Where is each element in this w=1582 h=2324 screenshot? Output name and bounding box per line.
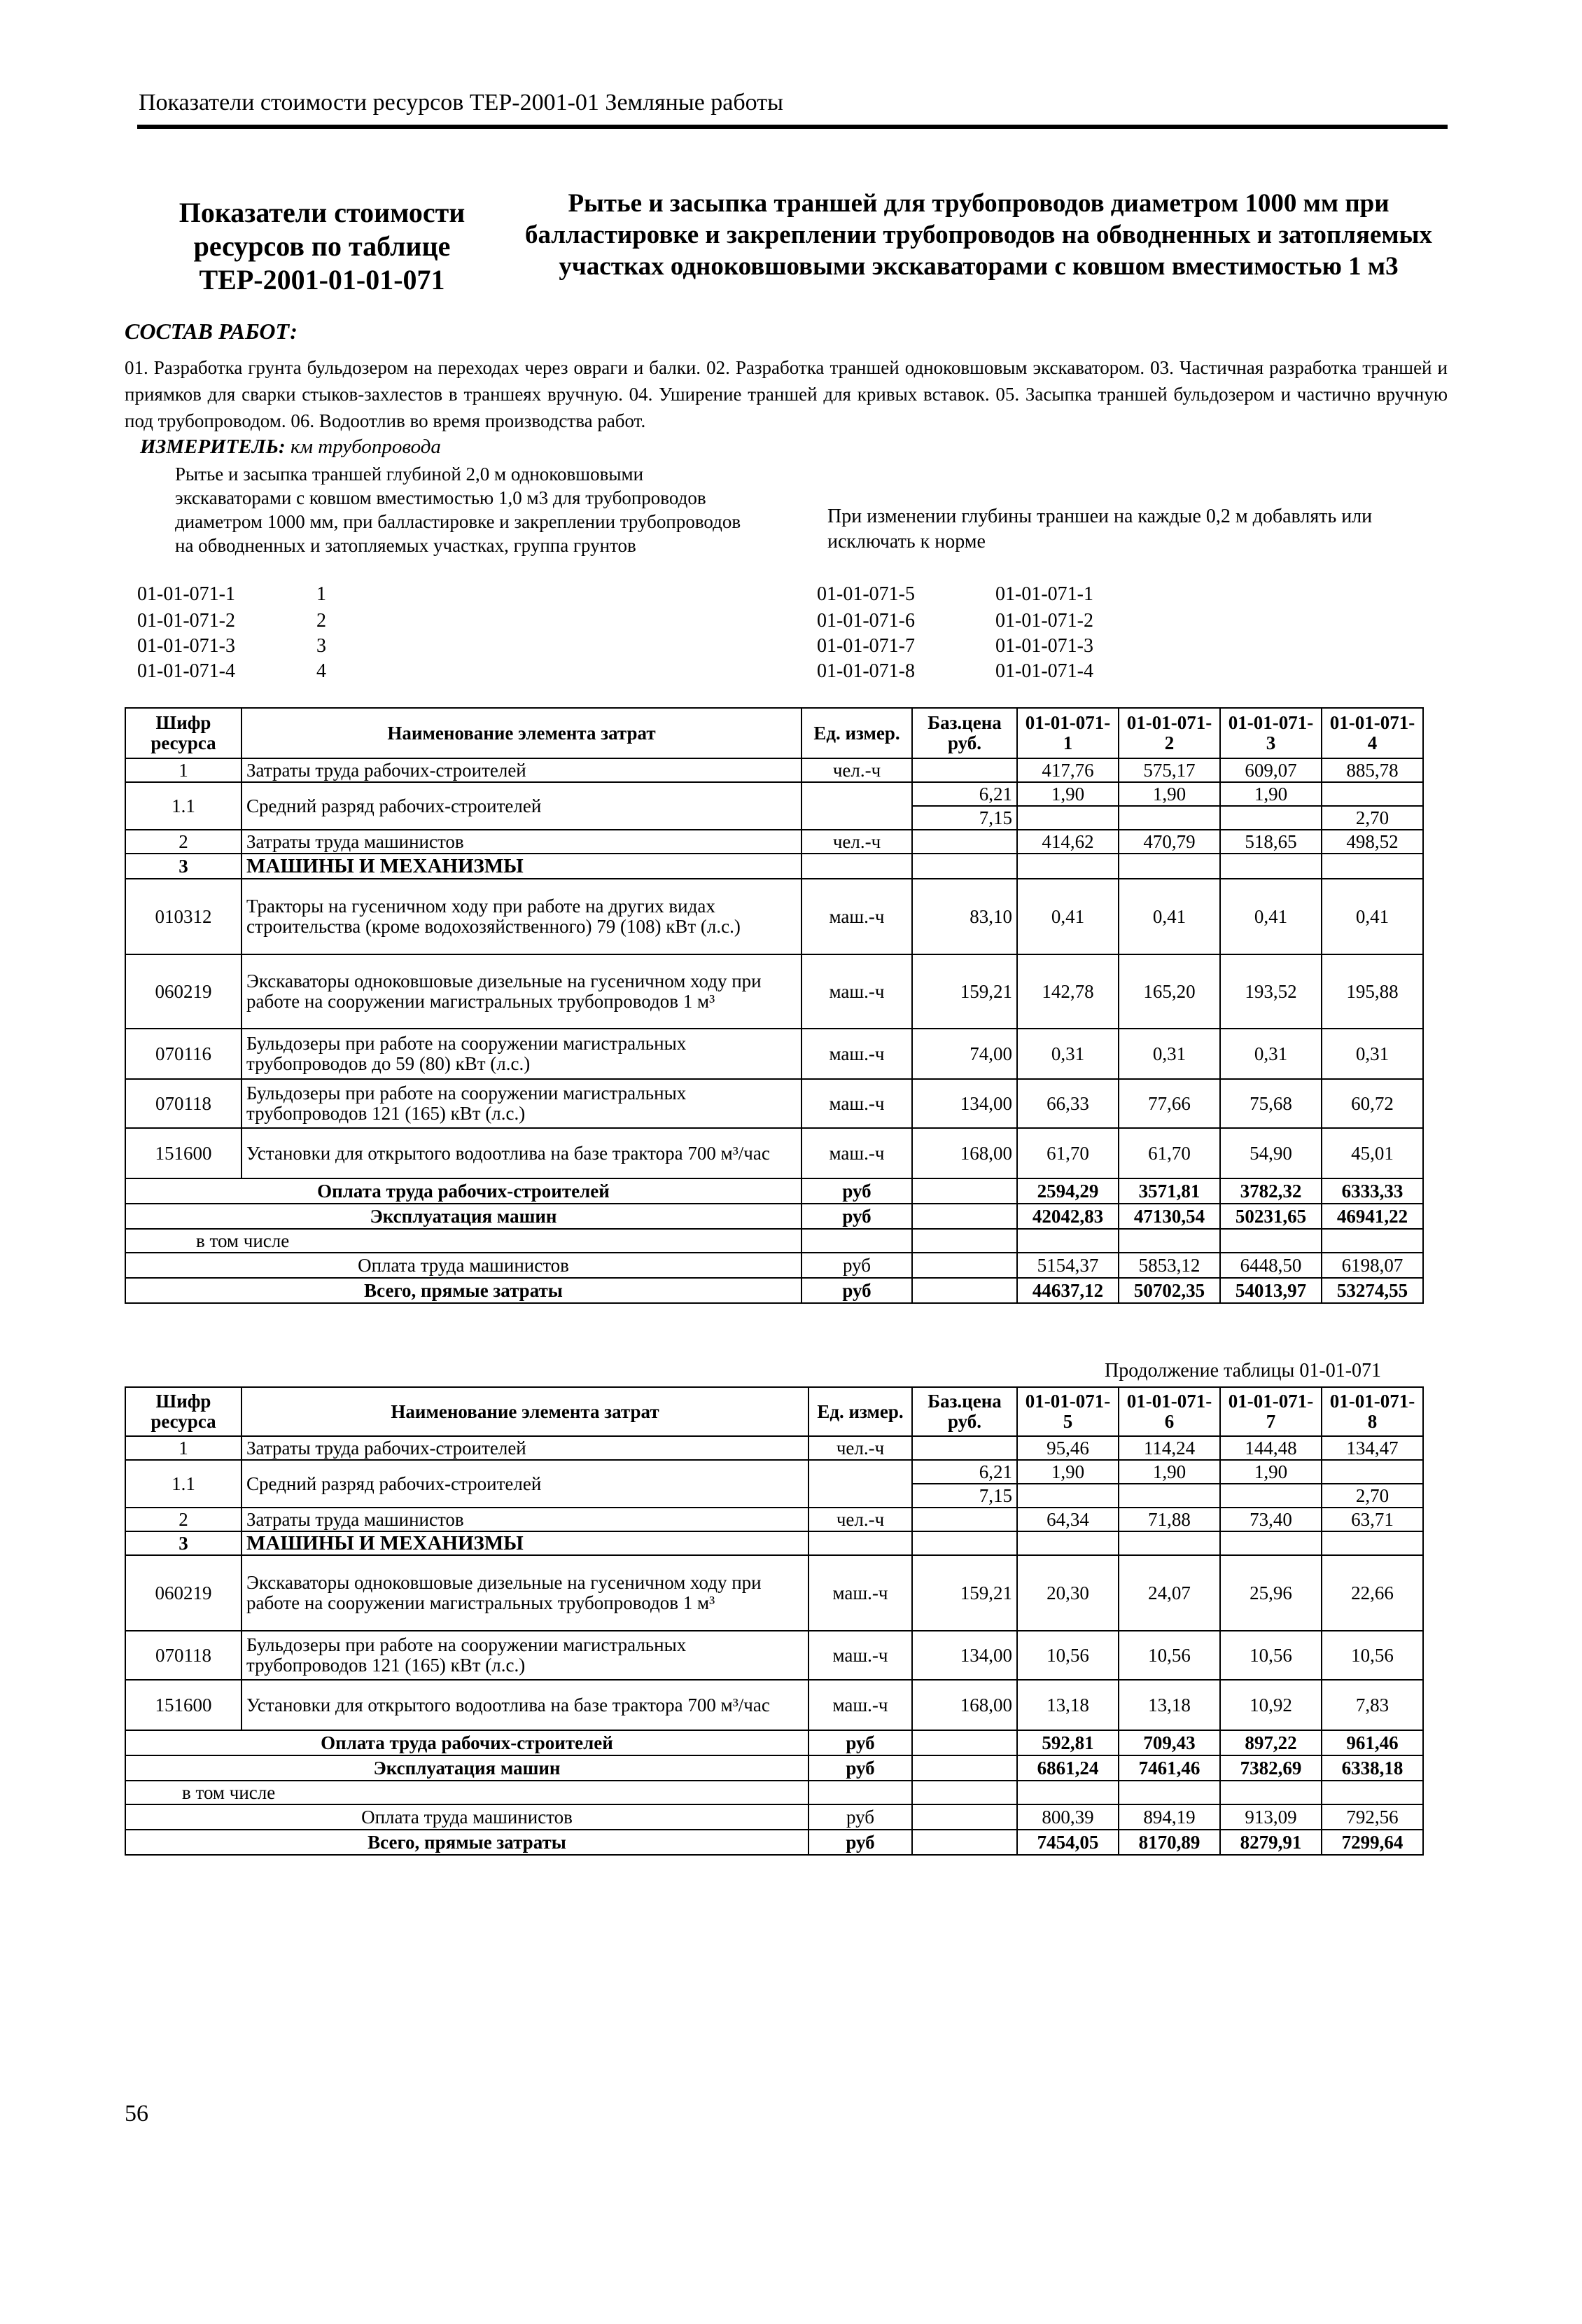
empty-cell [1119, 1531, 1220, 1555]
right-code: 01-01-071-5 [817, 583, 915, 605]
total-value: 5154,37 [1017, 1253, 1119, 1278]
row-price: 6,21 [912, 1460, 1017, 1484]
empty-cell [1322, 1531, 1423, 1555]
row-value: 60,72 [1322, 1079, 1423, 1128]
row-value: 1,90 [1119, 782, 1220, 806]
total-value: 50231,65 [1220, 1204, 1322, 1229]
header-price: Баз.цена руб. [912, 708, 1017, 758]
row-name: Установки для открытого водоотлива на базе трактора 700 м³/час [241, 1680, 808, 1730]
row-name: Затраты труда рабочих-строителей [241, 758, 802, 782]
section-title: МАШИНЫ И МЕХАНИЗМЫ [241, 854, 802, 879]
row-price: 134,00 [912, 1631, 1017, 1680]
row-value: 61,70 [1119, 1128, 1220, 1178]
total-unit: руб [808, 1755, 912, 1781]
row-name: Экскаваторы одноковшовые дизельные на гусеничном ходу при работе на сооружении магистральных трубопроводов 1 м³ [241, 1555, 808, 1631]
header-code: Шифр ресурса [125, 1387, 241, 1436]
row-value: 10,56 [1220, 1631, 1322, 1680]
row-price [912, 1508, 1017, 1531]
table-row [125, 782, 1423, 806]
row-code: 070118 [125, 1079, 241, 1128]
row-value [1322, 782, 1423, 806]
machine-row [125, 1079, 1423, 1128]
row-unit: чел.-ч [802, 758, 912, 782]
row-value: 885,78 [1322, 758, 1423, 782]
row-price: 134,00 [912, 1079, 1017, 1128]
row-value: 64,34 [1017, 1508, 1119, 1531]
header-name: Наименование элемента затрат [241, 708, 802, 758]
row-name: Бульдозеры при работе на сооружении магистральных трубопроводов 121 (165) кВт (л.с.) [241, 1079, 802, 1128]
right-code-ref: 01-01-071-2 [995, 610, 1093, 632]
row-value: 22,66 [1322, 1555, 1423, 1631]
total-value: 46941,22 [1322, 1204, 1423, 1229]
row-unit: маш.-ч [802, 1128, 912, 1178]
left-code-group: 1 [316, 583, 326, 605]
row-value: 13,18 [1017, 1680, 1119, 1730]
header-column: 01-01-071-4 [1322, 708, 1423, 758]
total-value: 6861,24 [1017, 1755, 1119, 1781]
table-row [125, 758, 1423, 782]
row-value: 25,96 [1220, 1555, 1322, 1631]
row-name: Установки для открытого водоотлива на базе трактора 700 м³/час [241, 1128, 802, 1178]
total-label: Эксплуатация машин [125, 1204, 802, 1229]
row-value [1322, 1460, 1423, 1484]
row-value: 10,56 [1017, 1631, 1119, 1680]
row-value: 77,66 [1119, 1079, 1220, 1128]
composition-label: СОСТАВ РАБОТ: [125, 319, 298, 344]
empty-cell [802, 854, 912, 879]
row-value: 144,48 [1220, 1436, 1322, 1460]
machine-row [125, 1680, 1423, 1730]
total-row [125, 1278, 1423, 1303]
row-price [912, 1436, 1017, 1460]
machine-row [125, 954, 1423, 1029]
row-value: 1,90 [1220, 782, 1322, 806]
total-unit: руб [808, 1730, 912, 1755]
header-column: 01-01-071-8 [1322, 1387, 1423, 1436]
row-code: 2 [125, 830, 241, 854]
row-price [912, 758, 1017, 782]
row-value: 10,92 [1220, 1680, 1322, 1730]
row-value [1119, 806, 1220, 830]
total-row [125, 1178, 1423, 1204]
total-unit: руб [802, 1278, 912, 1303]
total-row [125, 1730, 1423, 1755]
total-value: 7382,69 [1220, 1755, 1322, 1781]
row-value: 518,65 [1220, 830, 1322, 854]
row-value [1220, 1484, 1322, 1508]
row-name: Затраты труда рабочих-строителей [241, 1436, 808, 1460]
empty-cell [1017, 854, 1119, 879]
row-price: 74,00 [912, 1029, 1017, 1079]
empty-cell [1119, 1229, 1220, 1253]
depth-note: При изменении глубины траншеи на каждые 0,2 м добавлять или исключать к норме [827, 506, 1373, 552]
row-value: 470,79 [1119, 830, 1220, 854]
row-value: 63,71 [1322, 1508, 1423, 1531]
total-value: 5853,12 [1119, 1253, 1220, 1278]
row-unit [808, 1460, 912, 1508]
row-value: 165,20 [1119, 954, 1220, 1029]
left-code-group: 4 [316, 660, 326, 682]
total-value: 6338,18 [1322, 1755, 1423, 1781]
empty-cell [912, 1178, 1017, 1204]
total-unit: руб [808, 1804, 912, 1830]
subtotal-row [125, 1229, 1423, 1253]
machine-row [125, 1128, 1423, 1178]
machine-row [125, 1631, 1423, 1680]
row-value: 0,31 [1017, 1029, 1119, 1079]
section-title: МАШИНЫ И МЕХАНИЗМЫ [241, 1531, 808, 1555]
subtotal-row [125, 1781, 1423, 1804]
row-value: 75,68 [1220, 1079, 1322, 1128]
row-value: 24,07 [1119, 1555, 1220, 1631]
right-code: 01-01-071-8 [817, 660, 915, 682]
header-column: 01-01-071-6 [1119, 1387, 1220, 1436]
row-name: Экскаваторы одноковшовые дизельные на гусеничном ходу при работе на сооружении магистральных трубопроводов 1 м³ [241, 954, 802, 1029]
empty-cell [1220, 1229, 1322, 1253]
machine-row [125, 1555, 1423, 1631]
left-code: 01-01-071-3 [137, 635, 235, 657]
left-code: 01-01-071-4 [137, 660, 235, 682]
total-row [125, 1830, 1423, 1855]
row-value [1119, 1484, 1220, 1508]
empty-cell [912, 1781, 1017, 1804]
row-value: 2,70 [1322, 806, 1423, 830]
total-value: 8279,91 [1220, 1830, 1322, 1855]
total-value: 47130,54 [1119, 1204, 1220, 1229]
row-value: 195,88 [1322, 954, 1423, 1029]
total-value: 7461,46 [1119, 1755, 1220, 1781]
cost-table-2 [125, 1386, 1424, 1856]
row-value: 66,33 [1017, 1079, 1119, 1128]
row-value: 10,56 [1119, 1631, 1220, 1680]
total-value: 6198,07 [1322, 1253, 1423, 1278]
row-price: 168,00 [912, 1680, 1017, 1730]
empty-cell [808, 1781, 912, 1804]
empty-cell [802, 1229, 912, 1253]
total-label: Оплата труда машинистов [125, 1253, 802, 1278]
total-label: Оплата труда рабочих-строителей [125, 1178, 802, 1204]
table-header-row [125, 1387, 1423, 1436]
row-code: 070116 [125, 1029, 241, 1079]
page-number: 56 [125, 2101, 148, 2127]
measure-value: км трубопровода [290, 436, 441, 458]
machine-row [125, 1029, 1423, 1079]
empty-cell [912, 854, 1017, 879]
row-price: 159,21 [912, 954, 1017, 1029]
row-value: 2,70 [1322, 1484, 1423, 1508]
row-unit: маш.-ч [808, 1631, 912, 1680]
header-unit: Ед. измер. [808, 1387, 912, 1436]
header-code: Шифр ресурса [125, 708, 241, 758]
row-code: 2 [125, 1508, 241, 1531]
row-code: 060219 [125, 1555, 241, 1631]
header-column: 01-01-071-5 [1017, 1387, 1119, 1436]
row-value: 1,90 [1119, 1460, 1220, 1484]
empty-cell [1322, 854, 1423, 879]
row-unit: чел.-ч [802, 830, 912, 854]
total-row [125, 1755, 1423, 1781]
row-code: 1 [125, 758, 241, 782]
row-price [912, 830, 1017, 854]
row-value: 0,41 [1017, 879, 1119, 954]
row-value: 414,62 [1017, 830, 1119, 854]
total-value: 6448,50 [1220, 1253, 1322, 1278]
header-column: 01-01-071-3 [1220, 708, 1322, 758]
row-value: 1,90 [1017, 1460, 1119, 1484]
empty-cell [1017, 1531, 1119, 1555]
right-code-ref: 01-01-071-4 [995, 660, 1093, 682]
empty-cell [1220, 854, 1322, 879]
header-price: Баз.цена руб. [912, 1387, 1017, 1436]
row-value: 0,41 [1322, 879, 1423, 954]
total-row [125, 1204, 1423, 1229]
row-price: 83,10 [912, 879, 1017, 954]
row-code: 010312 [125, 879, 241, 954]
total-value: 53274,55 [1322, 1278, 1423, 1303]
row-value: 7,83 [1322, 1680, 1423, 1730]
row-name: Затраты труда машинистов [241, 1508, 808, 1531]
total-unit: руб [808, 1830, 912, 1855]
row-code: 060219 [125, 954, 241, 1029]
running-header: Показатели стоимости ресурсов ТЕР-2001-01 Земляные работы [139, 90, 783, 116]
total-unit: руб [802, 1204, 912, 1229]
row-value: 134,47 [1322, 1436, 1423, 1460]
empty-cell [912, 1204, 1017, 1229]
row-unit: маш.-ч [802, 1029, 912, 1079]
row-name: Затраты труда машинистов [241, 830, 802, 854]
total-value: 913,09 [1220, 1804, 1322, 1830]
empty-cell [912, 1278, 1017, 1303]
row-name: Бульдозеры при работе на сооружении магистральных трубопроводов до 59 (80) кВт (л.с.) [241, 1029, 802, 1079]
total-value: 800,39 [1017, 1804, 1119, 1830]
composition-text: 01. Разработка грунта бульдозером на переходах через овраги и балки. 02. Разработка траншей одноковшовым экскаватором. 03. Частичная разработка траншей и приямков для сварки стыков-захлестов в траншеях вручную. 04. Уширение траншей для кривых вставок. 05. Засыпка траншей бульдозером и частично вручную под трубопроводом. 06. Водоотлив во время производства работ. [125, 357, 1448, 431]
measure-label: ИЗМЕРИТЕЛЬ: [140, 436, 286, 458]
row-value: 1,90 [1017, 782, 1119, 806]
empty-cell [912, 1730, 1017, 1755]
row-price: 7,15 [912, 1484, 1017, 1508]
total-label: Эксплуатация машин [125, 1755, 808, 1781]
row-value: 71,88 [1119, 1508, 1220, 1531]
resource-table-title: Показатели стоимости ресурсов по таблице ТЕР-2001-01-01-071 [178, 197, 465, 295]
row-value: 575,17 [1119, 758, 1220, 782]
empty-cell [808, 1531, 912, 1555]
subtotal-row [125, 1253, 1423, 1278]
row-value: 0,31 [1119, 1029, 1220, 1079]
header-column: 01-01-071-7 [1220, 1387, 1322, 1436]
empty-cell [912, 1755, 1017, 1781]
row-value: 142,78 [1017, 954, 1119, 1029]
row-price: 6,21 [912, 782, 1017, 806]
row-value: 0,41 [1119, 879, 1220, 954]
row-code: 151600 [125, 1680, 241, 1730]
empty-cell [1220, 1531, 1322, 1555]
total-value: 592,81 [1017, 1730, 1119, 1755]
table-row [125, 1460, 1423, 1484]
row-value: 193,52 [1220, 954, 1322, 1029]
table-header-row [125, 708, 1423, 758]
row-value [1017, 1484, 1119, 1508]
empty-cell [1119, 854, 1220, 879]
total-label: Оплата труда рабочих-строителей [125, 1730, 808, 1755]
row-value: 0,31 [1322, 1029, 1423, 1079]
row-name: Средний разряд рабочих-строителей [241, 782, 802, 830]
row-value: 114,24 [1119, 1436, 1220, 1460]
total-label: Оплата труда машинистов [125, 1804, 808, 1830]
cost-table-1 [125, 707, 1424, 1304]
empty-cell [912, 1253, 1017, 1278]
header-column: 01-01-071-1 [1017, 708, 1119, 758]
total-value: 44637,12 [1017, 1278, 1119, 1303]
total-value: 894,19 [1119, 1804, 1220, 1830]
right-code: 01-01-071-6 [817, 610, 915, 632]
total-value: 3782,32 [1220, 1178, 1322, 1204]
right-code: 01-01-071-7 [817, 635, 915, 657]
row-price: 168,00 [912, 1128, 1017, 1178]
row-unit: маш.-ч [808, 1555, 912, 1631]
empty-cell [1322, 1229, 1423, 1253]
row-price: 7,15 [912, 806, 1017, 830]
subtotal-row [125, 1804, 1423, 1830]
work-title: Рытье и засыпка траншей для трубопроводов диаметром 1000 мм при балластировке и закреплении трубопроводов на обводненных и затопляемых участках одноковшовыми экскаваторами с ковшом вместимостью 1 м3 [524, 189, 1433, 281]
row-unit: маш.-ч [802, 879, 912, 954]
row-code: 151600 [125, 1128, 241, 1178]
total-value: 897,22 [1220, 1730, 1322, 1755]
row-value: 498,52 [1322, 830, 1423, 854]
row-name: Бульдозеры при работе на сооружении магистральных трубопроводов 121 (165) кВт (л.с.) [241, 1631, 808, 1680]
row-value [1220, 806, 1322, 830]
empty-cell [1017, 1781, 1119, 1804]
row-unit: маш.-ч [802, 954, 912, 1029]
row-unit: чел.-ч [808, 1508, 912, 1531]
row-code: 1.1 [125, 782, 241, 830]
measure-line [140, 436, 441, 459]
left-code: 01-01-071-1 [137, 583, 235, 605]
row-unit: маш.-ч [802, 1079, 912, 1128]
total-unit: руб [802, 1253, 912, 1278]
row-value: 73,40 [1220, 1508, 1322, 1531]
total-value: 961,46 [1322, 1730, 1423, 1755]
section-row [125, 1531, 1423, 1555]
left-code-group: 3 [316, 635, 326, 657]
including-label: в том числе [125, 1781, 808, 1804]
row-unit: маш.-ч [808, 1680, 912, 1730]
including-label: в том числе [125, 1229, 802, 1253]
left-code-group: 2 [316, 610, 326, 632]
total-value: 42042,83 [1017, 1204, 1119, 1229]
row-value: 10,56 [1322, 1631, 1423, 1680]
row-code: 1 [125, 1436, 241, 1460]
total-label: Всего, прямые затраты [125, 1830, 808, 1855]
machine-row [125, 879, 1423, 954]
row-code: 070118 [125, 1631, 241, 1680]
row-value: 0,41 [1220, 879, 1322, 954]
empty-cell [1119, 1781, 1220, 1804]
empty-cell [912, 1531, 1017, 1555]
row-value: 13,18 [1119, 1680, 1220, 1730]
total-value: 3571,81 [1119, 1178, 1220, 1204]
header-column: 01-01-071-2 [1119, 708, 1220, 758]
table-row [125, 830, 1423, 854]
row-unit: чел.-ч [808, 1436, 912, 1460]
row-value [1017, 806, 1119, 830]
section-code: 3 [125, 854, 241, 879]
row-value: 54,90 [1220, 1128, 1322, 1178]
total-value: 7454,05 [1017, 1830, 1119, 1855]
total-value: 2594,29 [1017, 1178, 1119, 1204]
row-value: 1,90 [1220, 1460, 1322, 1484]
row-value: 0,31 [1220, 1029, 1322, 1079]
empty-cell [912, 1229, 1017, 1253]
norm-description: Рытье и засыпка траншей глубиной 2,0 м одноковшовыми экскаваторами с ковшом вместимостью 1,0 м3 для трубопроводов диаметром 1000 мм, при балластировке и закреплении трубопроводов на обводненных и затопляемых участках, группа грунтов [175, 464, 741, 556]
empty-cell [912, 1830, 1017, 1855]
row-price: 159,21 [912, 1555, 1017, 1631]
right-code-ref: 01-01-071-1 [995, 583, 1093, 605]
empty-cell [1220, 1781, 1322, 1804]
row-code: 1.1 [125, 1460, 241, 1508]
row-unit [802, 782, 912, 830]
header-rule [137, 125, 1448, 129]
total-value: 7299,64 [1322, 1830, 1423, 1855]
section-row [125, 854, 1423, 879]
empty-cell [1322, 1781, 1423, 1804]
table-row [125, 1436, 1423, 1460]
header-unit: Ед. измер. [802, 708, 912, 758]
row-name: Тракторы на гусеничном ходу при работе на других видах строительства (кроме водохозяйственного) 79 (108) кВт (л.с.) [241, 879, 802, 954]
total-value: 54013,97 [1220, 1278, 1322, 1303]
section-code: 3 [125, 1531, 241, 1555]
table-row [125, 1508, 1423, 1531]
row-value: 609,07 [1220, 758, 1322, 782]
row-value: 20,30 [1017, 1555, 1119, 1631]
left-code: 01-01-071-2 [137, 610, 235, 632]
row-name: Средний разряд рабочих-строителей [241, 1460, 808, 1508]
empty-cell [912, 1804, 1017, 1830]
total-unit: руб [802, 1178, 912, 1204]
total-value: 709,43 [1119, 1730, 1220, 1755]
row-value: 95,46 [1017, 1436, 1119, 1460]
row-value: 45,01 [1322, 1128, 1423, 1178]
total-value: 8170,89 [1119, 1830, 1220, 1855]
row-value: 61,70 [1017, 1128, 1119, 1178]
right-code-ref: 01-01-071-3 [995, 635, 1093, 657]
total-label: Всего, прямые затраты [125, 1278, 802, 1303]
total-value: 50702,35 [1119, 1278, 1220, 1303]
continuation-label: Продолжение таблицы 01-01-071 [1105, 1360, 1382, 1382]
row-value: 417,76 [1017, 758, 1119, 782]
empty-cell [1017, 1229, 1119, 1253]
total-value: 6333,33 [1322, 1178, 1423, 1204]
header-name: Наименование элемента затрат [241, 1387, 808, 1436]
total-value: 792,56 [1322, 1804, 1423, 1830]
